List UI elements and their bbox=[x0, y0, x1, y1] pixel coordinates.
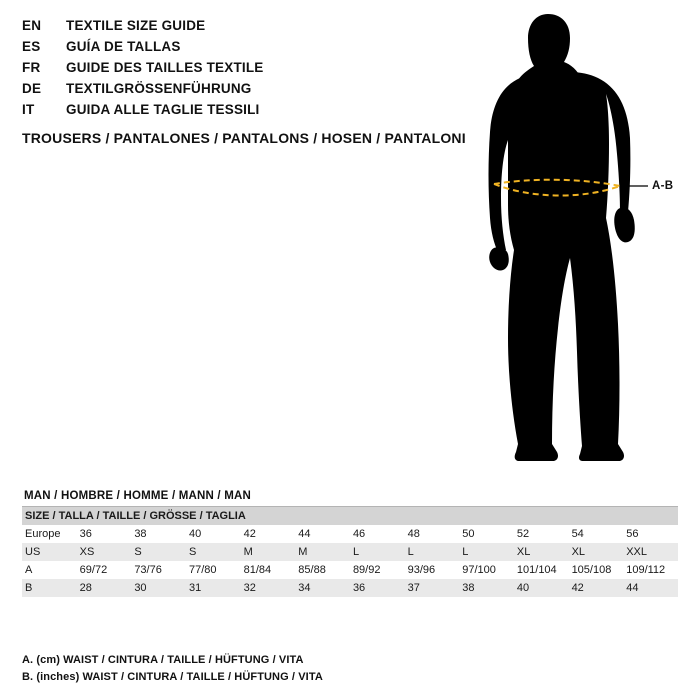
waist-measure-label: A-B bbox=[652, 180, 674, 192]
cell: 48 bbox=[405, 525, 460, 543]
cell: 73/76 bbox=[131, 561, 186, 579]
cell: 42 bbox=[569, 579, 624, 597]
cell: 42 bbox=[241, 525, 296, 543]
cell: 34 bbox=[295, 579, 350, 597]
cell: 44 bbox=[295, 525, 350, 543]
language-code: IT bbox=[22, 102, 35, 117]
row-label: US bbox=[22, 543, 77, 561]
cell: 40 bbox=[186, 525, 241, 543]
language-code: EN bbox=[22, 18, 42, 33]
cell: 30 bbox=[131, 579, 186, 597]
cell: 36 bbox=[350, 579, 405, 597]
size-table bbox=[22, 507, 678, 597]
cell: 38 bbox=[131, 525, 186, 543]
size-table-area bbox=[22, 490, 678, 597]
cell: 105/108 bbox=[569, 561, 624, 579]
row-label: A bbox=[22, 561, 77, 579]
cell: 46 bbox=[350, 525, 405, 543]
garment-type-heading: TROUSERS / PANTALONES / PANTALONS / HOSEN / PANTALONI bbox=[22, 130, 466, 146]
language-row-it bbox=[22, 102, 492, 123]
cell: 38 bbox=[459, 579, 514, 597]
row-label: Europe bbox=[22, 525, 77, 543]
man-silhouette-illustration bbox=[470, 8, 685, 473]
size-header-label: SIZE / TALLA / TAILLE / GRÖSSE / TAGLIA bbox=[22, 507, 678, 525]
cell: 89/92 bbox=[350, 561, 405, 579]
cell: 85/88 bbox=[295, 561, 350, 579]
cell: L bbox=[405, 543, 460, 561]
cell: S bbox=[186, 543, 241, 561]
language-title: GUIDA ALLE TAGLIE TESSILI bbox=[66, 102, 260, 117]
cell: XL bbox=[514, 543, 569, 561]
cell: XXL bbox=[623, 543, 678, 561]
cell: M bbox=[295, 543, 350, 561]
footnote-b: B. (inches) WAIST / CINTURA / TAILLE / HÜFTUNG / VITA bbox=[22, 671, 323, 683]
cell: XL bbox=[569, 543, 624, 561]
cell: 44 bbox=[623, 579, 678, 597]
cell: 81/84 bbox=[241, 561, 296, 579]
table-row bbox=[22, 561, 678, 579]
language-title-block bbox=[22, 18, 492, 123]
cell: 50 bbox=[459, 525, 514, 543]
language-title: TEXTILGRÖSSENFÜHRUNG bbox=[66, 81, 252, 96]
row-label: B bbox=[22, 579, 77, 597]
language-row-de bbox=[22, 81, 492, 102]
table-row bbox=[22, 525, 678, 543]
language-row-en bbox=[22, 18, 492, 39]
cell: L bbox=[350, 543, 405, 561]
cell: 77/80 bbox=[186, 561, 241, 579]
man-group-heading: MAN / HOMBRE / HOMME / MANN / MAN bbox=[24, 490, 252, 502]
cell: 97/100 bbox=[459, 561, 514, 579]
cell: 28 bbox=[77, 579, 132, 597]
cell: XS bbox=[77, 543, 132, 561]
language-title: TEXTILE SIZE GUIDE bbox=[66, 18, 206, 33]
cell: S bbox=[131, 543, 186, 561]
cell: 69/72 bbox=[77, 561, 132, 579]
cell: 101/104 bbox=[514, 561, 569, 579]
cell: 40 bbox=[514, 579, 569, 597]
cell: 32 bbox=[241, 579, 296, 597]
language-code: ES bbox=[22, 39, 41, 54]
language-row-es bbox=[22, 39, 492, 60]
language-code: FR bbox=[22, 60, 41, 75]
cell: 52 bbox=[514, 525, 569, 543]
table-header-row bbox=[22, 507, 678, 525]
cell: 109/112 bbox=[623, 561, 678, 579]
cell: 37 bbox=[405, 579, 460, 597]
cell: 93/96 bbox=[405, 561, 460, 579]
cell: M bbox=[241, 543, 296, 561]
language-title: GUÍA DE TALLAS bbox=[66, 39, 181, 54]
cell: L bbox=[459, 543, 514, 561]
cell: 54 bbox=[569, 525, 624, 543]
footnotes-block bbox=[22, 652, 622, 686]
cell: 56 bbox=[623, 525, 678, 543]
cell: 36 bbox=[77, 525, 132, 543]
table-row bbox=[22, 543, 678, 561]
language-title: GUIDE DES TAILLES TEXTILE bbox=[66, 60, 264, 75]
footnote-a: A. (cm) WAIST / CINTURA / TAILLE / HÜFTUNG / VITA bbox=[22, 654, 304, 666]
language-code: DE bbox=[22, 81, 42, 96]
language-row-fr bbox=[22, 60, 492, 81]
cell: 31 bbox=[186, 579, 241, 597]
table-row bbox=[22, 579, 678, 597]
